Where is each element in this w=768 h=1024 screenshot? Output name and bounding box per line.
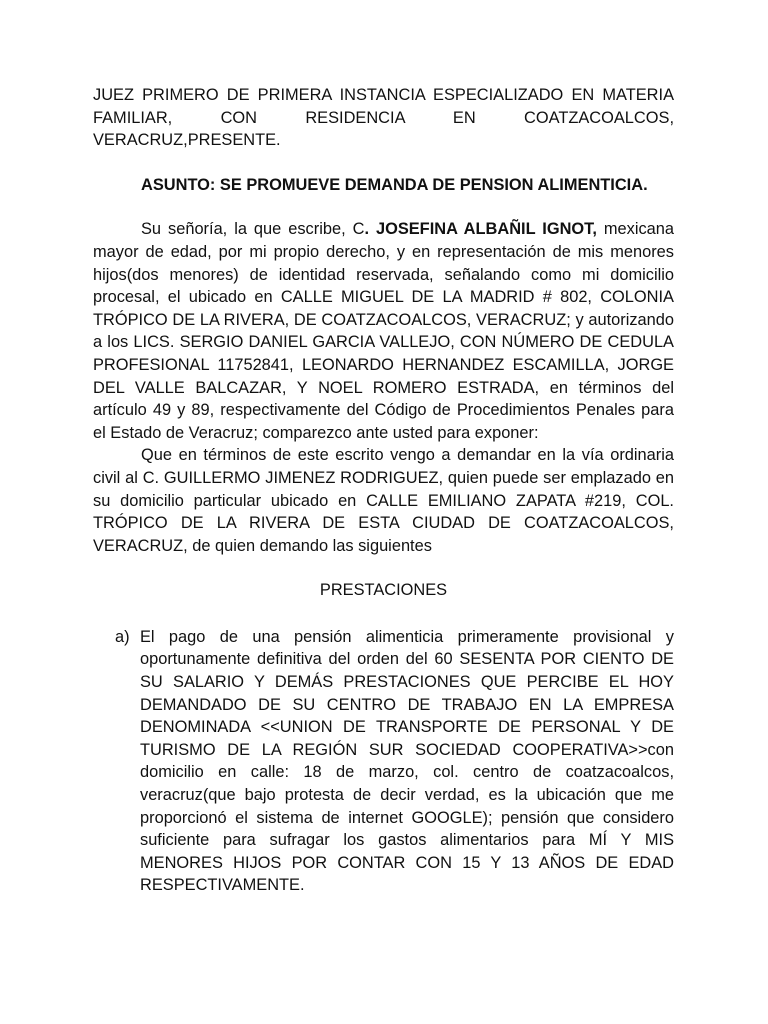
intro-text: Su señoría, la que escribe, C (141, 220, 365, 239)
subject-line: ASUNTO: SE PROMUEVE DEMANDA DE PENSION ALIMENTICIA. (141, 175, 648, 194)
section-heading: PRESTACIONES (319, 581, 448, 600)
petitioner-name: . JOSEFINA ALBAÑIL IGNOT, (364, 220, 597, 239)
list-item (93, 626, 674, 897)
list-item-text: El pago de una pensión alimenticia primeramente provisional y oportunamente definitiva del orden del 60 SESENTA POR CIENTO DE SU SALARIO Y DEMÁS PRESTACIONES QUE PERCIBE EL HOY DEMANDADO DE SU CENTRO DE TRABAJO EN LA EMPRESA DENOMINADA <<UNION DE TRANSPORTE DE PERSONAL Y DE TURISMO DE LA REGIÓN SUR SOCIEDAD COOPERATIVA>>con domicilio en calle: 18 de marzo, col. centro de coatzacoalcos, veracruz(que bajo protesta de decir verdad, es la ubicación que me proporcionó el sistema de internet GOOGLE); pensión que considero suficiente para sufragar los gastos alimentarios para MÍ Y MIS MENORES HIJOS POR CONTAR CON 15 Y 13 AÑOS DE EDAD RESPECTIVAMENTE. (140, 627, 674, 895)
claim-paragraph: Que en términos de este escrito vengo a demandar en la vía ordinaria civil al C. GUILLERMO JIMENEZ RODRIGUEZ, quien puede ser emplazado en su domicilio particular ubicado en CALLE EMILIANO ZAPATA #219, COL. TRÓPICO DE LA RIVERA DE ESTA CIUDAD DE COATZACOALCOS, VERACRUZ, de quien demando las siguientes (93, 446, 674, 555)
claims-list (93, 626, 674, 897)
list-item-marker: a) (115, 627, 130, 646)
document-page (93, 84, 674, 897)
intro-body-text: mexicana mayor de edad, por mi propio derecho, y en representación de mis menores hijos(dos menores) de identidad reservada, señalando como mi domicilio procesal, el ubicado en CALLE MIGUEL DE LA MADRID # 802, COLONIA TRÓPICO DE LA RIVERA, DE COATZACOALCOS, VERACRUZ; y autorizando a los LICS. SERGIO DANIEL GARCIA VALLEJO, CON NÚMERO DE CEDULA PROFESIONAL 11752841, LEONARDO HERNANDEZ ESCAMILLA, JORGE DEL VALLE BALCAZAR, Y NOEL ROMERO ESTRADA, en términos del artículo 49 y 89, respectivamente del Código de Procedimientos Penales para el Estado de Veracruz; comparezco ante usted para exponer: (93, 220, 675, 442)
addressee-block: JUEZ PRIMERO DE PRIMERA INSTANCIA ESPECIALIZADO EN MATERIA FAMILIAR, CON RESIDENCIA EN COATZACOALCOS, VERACRUZ,PRESENTE. (93, 86, 674, 150)
intro-paragraph (93, 218, 674, 444)
